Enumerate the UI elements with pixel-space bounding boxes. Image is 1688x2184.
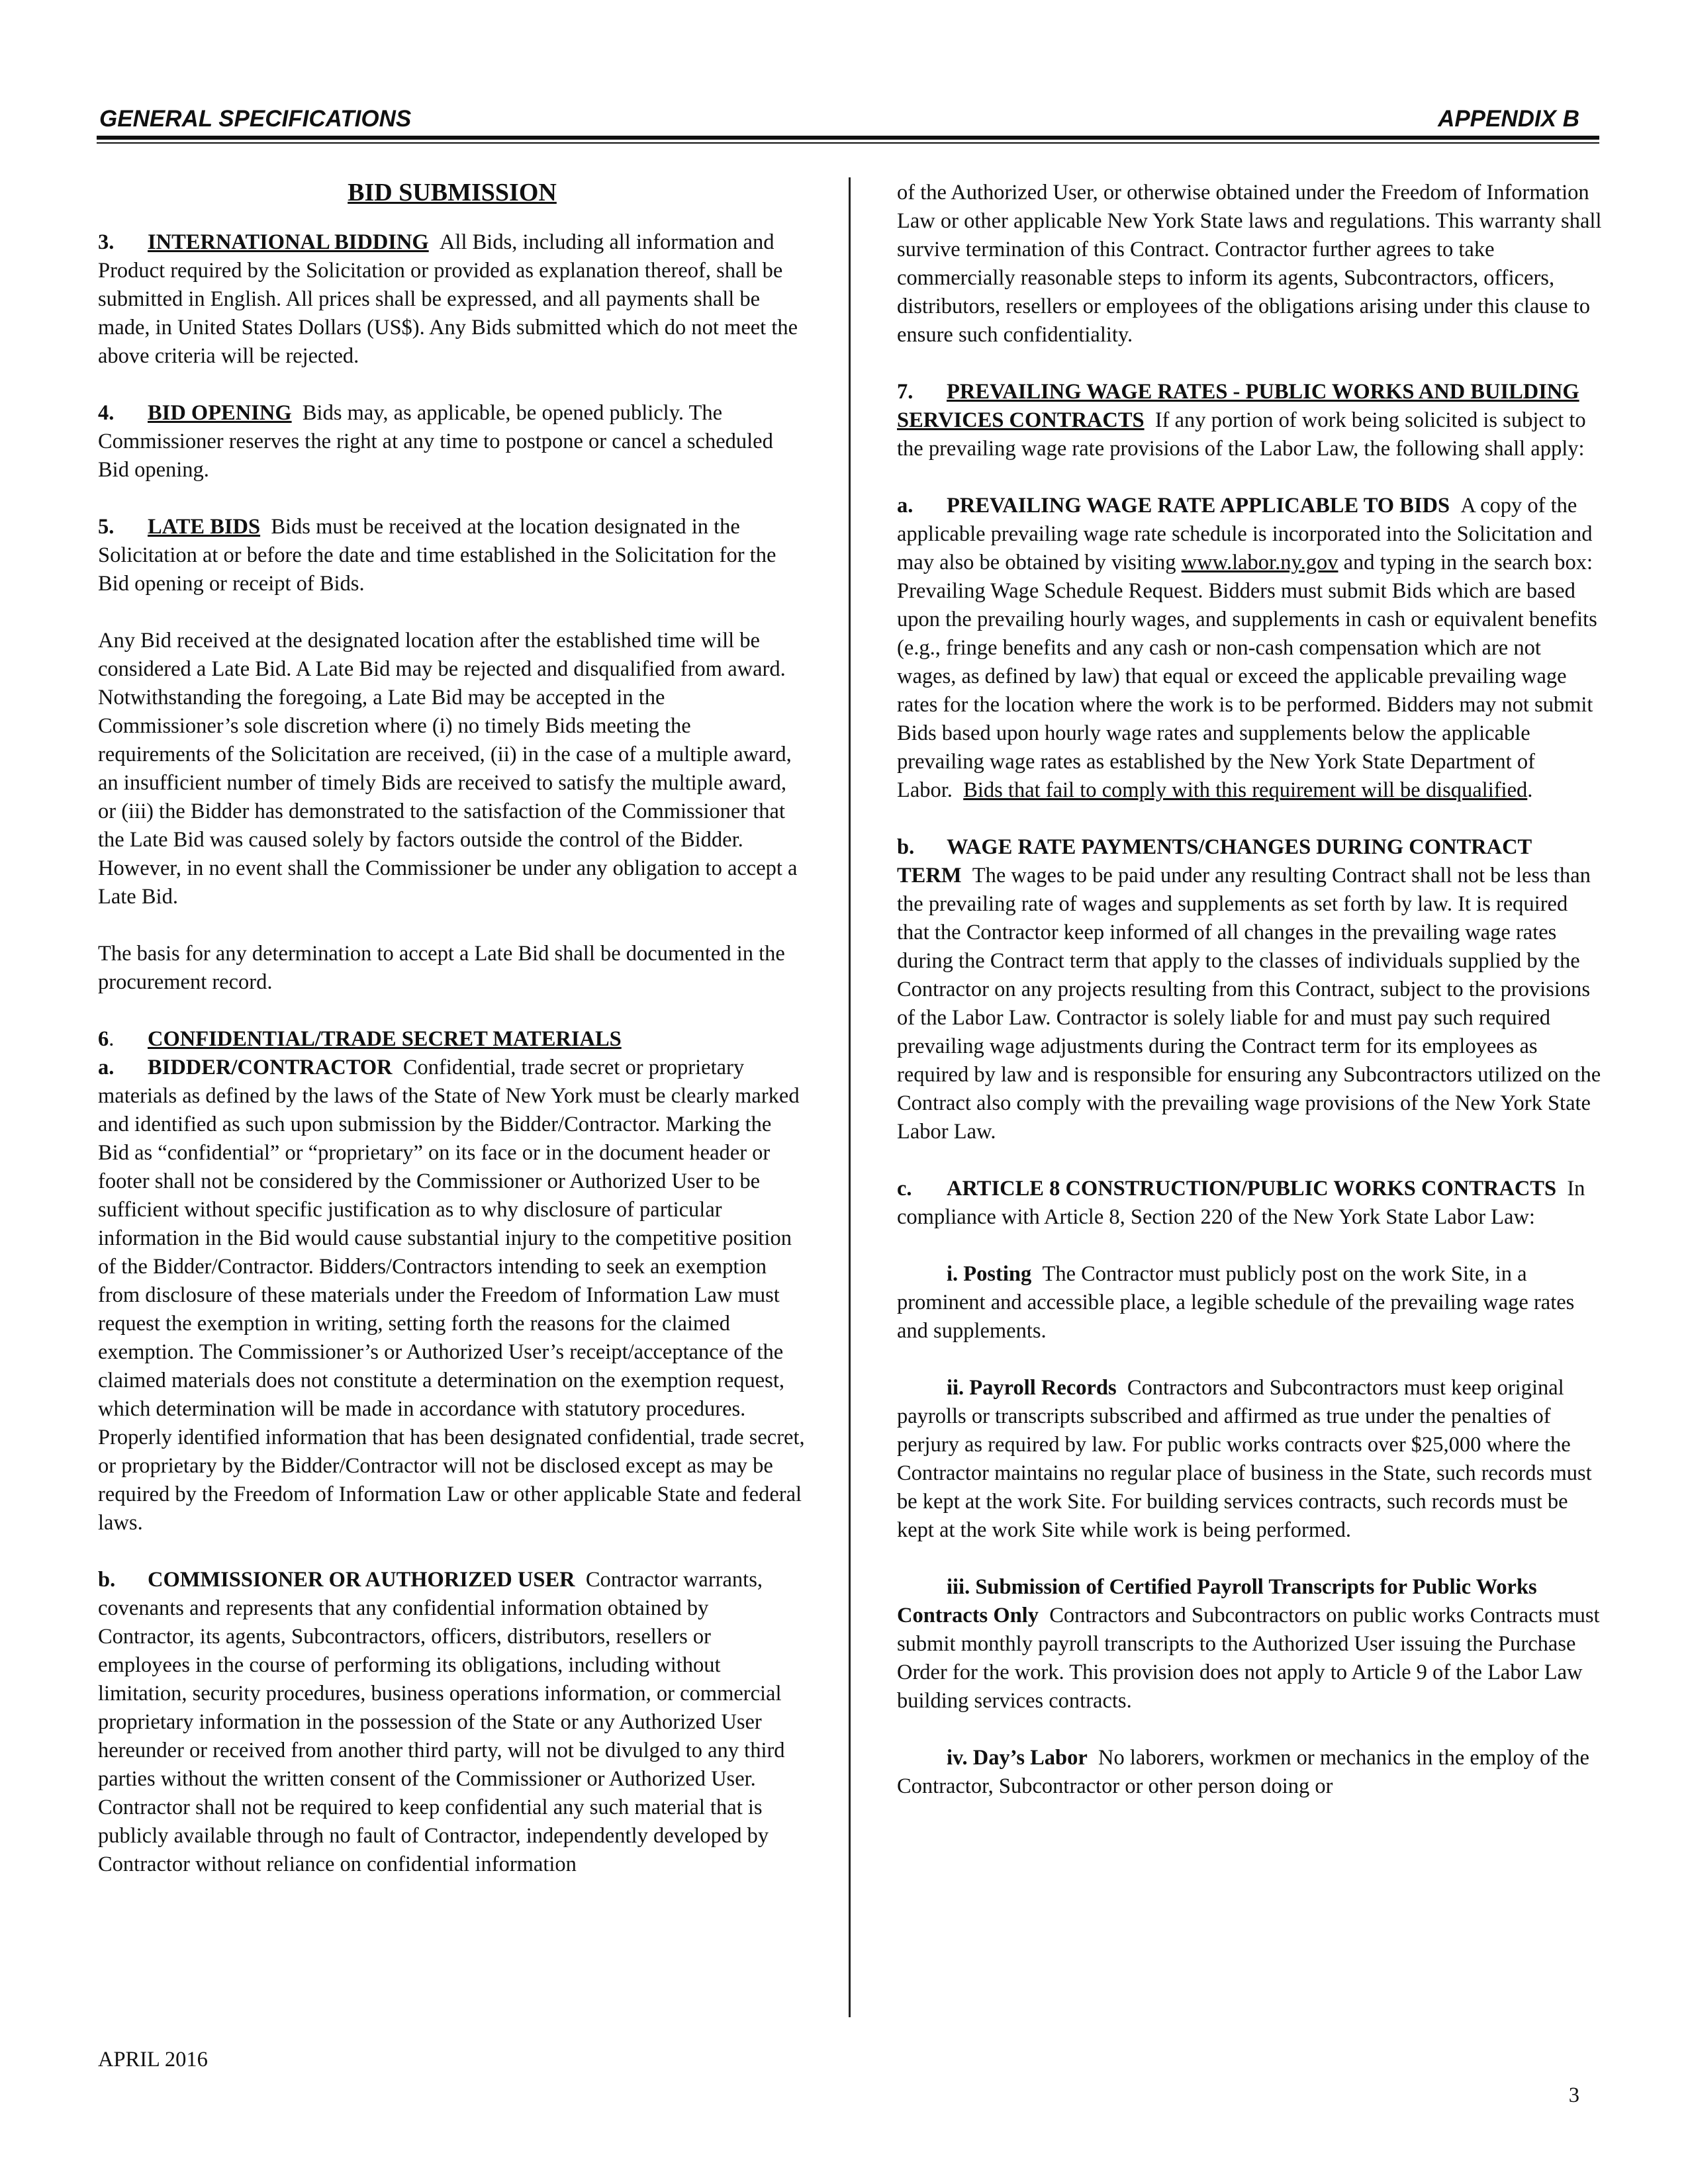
clause-7 [897, 378, 1605, 463]
clause-5-heading: LATE BIDS [148, 515, 261, 539]
clause-7b-text: The wages to be paid under any resulting Contract shall not be less than the prevailing rate of wages and supplements as set forth by law. It is required that the Contractor keep informed of all changes in the prevailing wage rates during the Contract term that apply to the classes of individuals supplied by the Contractor on any projects resulting from this Contract, subject to the provisions of the Labor Law. Contractor is solely liable for and must pay such required prevailing wage adjustments during the Contract term for its employees as required by law and is responsible for ensuring any Subcontractors utilized on the Contract also comply with the prevailing wage provisions of the New York State Labor Law. [897, 864, 1601, 1144]
clause-7c-iii [897, 1573, 1605, 1715]
clause-7c-iii-heading: iii. Submission of Certified Payroll Transcripts for Public Works Contracts Only [897, 1575, 1537, 1627]
header-appendix: APPENDIX B [1438, 106, 1579, 132]
clause-7a-disqualification: Bids that fail to comply with this requirement will be disqualified [963, 778, 1528, 802]
header-rule-thick [97, 136, 1599, 140]
clause-7a [897, 492, 1605, 805]
clause-4 [98, 399, 806, 484]
clause-7-heading: PREVAILING WAGE RATES - PUBLIC WORKS AND BUILDING SERVICES CONTRACTS [897, 380, 1579, 432]
clause-7c-ii-text: Contractors and Subcontractors must keep original payrolls or transcripts subscribed and affirmed as true under the penalties of perjury as required by law. For public works contracts over $25,000 where the Contractor maintains no regular place of business in the State, such records must be kept at the work Site. For building services contracts, such records must be kept at the work Site while work is being performed. [897, 1376, 1592, 1542]
clause-3-heading: INTERNATIONAL BIDDING [148, 230, 429, 254]
clause-7c-text: In compliance with Article 8, Section 220 of the New York State Labor Law: [897, 1177, 1585, 1229]
clause-7c-ii [897, 1374, 1605, 1545]
clause-7c-iv [897, 1744, 1605, 1801]
clause-7c-label: c. [897, 1177, 912, 1201]
right-column [897, 179, 1605, 1801]
clause-7-text: If any portion of work being solicited is subject to the prevailing wage rate provisions of the Labor Law, the following shall apply: [897, 408, 1586, 461]
clause-6b-continuation: of the Authorized User, or otherwise obtained under the Freedom of Information Law or other applicable New York State laws and regulations. This warranty shall survive termination of this Contract. Contractor further agrees to take commercially reasonable steps to inform its agents, Subcontractors, officers, distributors, resellers or employees of the obligations arising under this clause to ensure such confidentiality. [897, 181, 1602, 347]
header-title: GENERAL SPECIFICATIONS [99, 106, 412, 132]
labor-website-link[interactable]: www.labor.ny.gov [1181, 551, 1338, 574]
clause-6a-heading: BIDDER/CONTRACTOR [148, 1056, 393, 1079]
clause-3 [98, 228, 806, 371]
clause-6a [98, 1054, 806, 1537]
clause-7a-text-1: A copy of the applicable prevailing wage rate schedule is incorporated into the Solicitation and may also be obtained by visiting [897, 494, 1593, 574]
clause-6a-text: Confidential, trade secret or proprietary materials as defined by the laws of the State of New York must be clearly marked and identified as such upon submission by the Bidder/Contractor. Marking the Bid as “confidential” or “proprietary” on its face or in the document header or footer shall not be considered by the Commissioner or Authorized User to be sufficient without specific justification as to why disclosure of particular information in the Bid would cause substantial injury to the competitive position of the Bidder/Contractor. Bidders/Contractors intending to seek an exemption from disclosure of these materials under the Freedom of Information Law must request the exemption in writing, setting forth the reasons for the claimed exemption. The Commissioner’s or Authorized User’s receipt/acceptance of the claimed materials does not constitute a determination on the exemption request, which determination will be made in accordance with statutory procedures. Properly identified information that has been designated confidential, trade secret, or proprietary by the Bidder/Contractor will not be disclosed except as may be required by the Freedom of Information Law or other applicable State and federal laws. [98, 1056, 805, 1535]
clause-7c-i-text: The Contractor must publicly post on the work Site, in a prominent and accessible place, a legible schedule of the prevailing wage rates and supplements. [897, 1262, 1575, 1343]
clause-6b [98, 1566, 806, 1879]
clause-7a-heading: PREVAILING WAGE RATE APPLICABLE TO BIDS [947, 494, 1450, 518]
clause-7c-iv-heading: iv. Day’s Labor [947, 1746, 1088, 1770]
clause-7c-iv-text: No laborers, workmen or mechanics in the employ of the Contractor, Subcontractor or other person doing or [897, 1746, 1589, 1798]
clause-7c-i-heading: i. Posting [947, 1262, 1032, 1286]
clause-7-number: 7. [897, 380, 914, 404]
clause-7a-text-2: and typing in the search box: Prevailing Wage Schedule Request. Bidders must submit Bids which are based upon the prevailing hourly wages, and supplements in cash or equivalent benefits (e.g., fringe benefits and any cash or non-cash compensation which are not wages, as defined by law) that equal or exceed the applicable prevailing wage rates for the location where the work is to be performed. Bidders may not submit Bids based upon hourly wage rates and supplements below the applicable prevailing wage rates as established by the New York State Department of Labor. [897, 551, 1597, 802]
clause-5-paragraph-2: Any Bid received at the designated location after the established time will be considered a Late Bid. A Late Bid may be rejected and disqualified from award. Notwithstanding the foregoing, a Late Bid may be accepted in the Commissioner’s sole discretion where (i) no timely Bids meeting the requirements of the Solicitation are received, (ii) in the case of a multiple award, an insufficient number of timely Bids are received to satisfy the multiple award, or (iii) the Bidder has demonstrated to the satisfaction of the Commissioner that the Late Bid was caused solely by factors outside the control of the Bidder. However, in no event shall the Commissioner be under any obligation to accept a Late Bid. [98, 629, 798, 909]
clause-7a-end: . [1527, 778, 1533, 802]
page-number: 3 [1568, 2083, 1579, 2107]
clause-5 [98, 513, 806, 598]
header-rule-thin [97, 142, 1599, 144]
clause-5-number: 5. [98, 515, 115, 539]
clause-6b-label: b. [98, 1568, 116, 1592]
clause-6-number: 6. [98, 1027, 115, 1051]
clause-7c [897, 1175, 1605, 1232]
clause-6-heading: CONFIDENTIAL/TRADE SECRET MATERIALS [148, 1027, 622, 1051]
clause-6b-heading: COMMISSIONER OR AUTHORIZED USER [148, 1568, 575, 1592]
column-divider [849, 177, 851, 2017]
clause-4-text: Bids may, as applicable, be opened publicly. The Commissioner reserves the right at any time to postpone or cancel a scheduled Bid opening. [98, 401, 773, 482]
clause-3-text: All Bids, including all information and Product required by the Solicitation or provided as explanation thereof, shall be submitted in English. All prices shall be expressed, and all payments shall be made, in United States Dollars (US$). Any Bids submitted which do not meet the above criteria will be rejected. [98, 230, 798, 368]
clause-7c-heading: ARTICLE 8 CONSTRUCTION/PUBLIC WORKS CONTRACTS [947, 1177, 1557, 1201]
clause-5-text: Bids must be received at the location designated in the Solicitation at or before the date and time established in the Solicitation for the Bid opening or receipt of Bids. [98, 515, 776, 596]
clause-4-heading: BID OPENING [148, 401, 292, 425]
footer-date: APRIL 2016 [98, 2048, 208, 2071]
left-column [98, 179, 806, 1879]
clause-7a-label: a. [897, 494, 914, 518]
clause-7b-heading: WAGE RATE PAYMENTS/CHANGES DURING CONTRACT TERM [897, 835, 1532, 887]
clause-4-number: 4. [98, 401, 115, 425]
clause-3-number: 3. [98, 230, 115, 254]
clause-7c-i [897, 1260, 1605, 1345]
clause-6a-label: a. [98, 1056, 115, 1079]
clause-7c-iii-text: Contractors and Subcontractors on public works Contracts must submit monthly payroll transcripts to the Authorized User issuing the Purchase Order for the work. This provision does not apply to Article 9 of the Labor Law building services contracts. [897, 1604, 1600, 1713]
clause-6-heading-line [98, 1025, 806, 1054]
section-title: BID SUBMISSION [348, 179, 557, 206]
clause-5-paragraph-3: The basis for any determination to accept a Late Bid shall be documented in the procurement record. [98, 942, 785, 994]
clause-6b-text: Contractor warrants, covenants and represents that any confidential information obtained by Contractor, its agents, Subcontractors, officers, distributors, resellers or employees in the course of performing its obligations, including without limitation, security procedures, business operations information, or commercial proprietary information in the possession of the State or any Authorized User hereunder or received from another third party, will not be divulged to any third parties without the written consent of the Commissioner or Authorized User. Contractor shall not be required to keep confidential any such material that is publicly available through no fault of Contractor, independently developed by Contractor without reliance on confidential information [98, 1568, 785, 1876]
clause-7c-ii-heading: ii. Payroll Records [947, 1376, 1117, 1400]
clause-7b-label: b. [897, 835, 915, 859]
clause-7b [897, 833, 1605, 1146]
